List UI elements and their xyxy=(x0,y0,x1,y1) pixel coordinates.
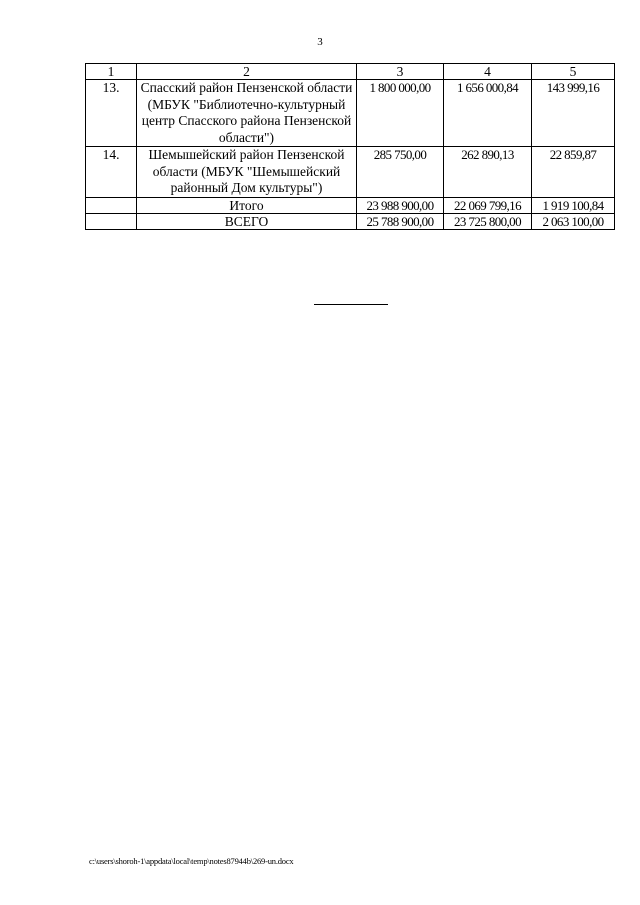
amount-cell: 262 890,13 xyxy=(444,147,532,198)
column-header: 5 xyxy=(532,64,615,80)
row-number: 14. xyxy=(86,147,137,198)
amount-cell: 22 859,87 xyxy=(532,147,615,198)
empty-cell xyxy=(86,197,137,213)
end-divider xyxy=(314,304,388,305)
recipient-name: Шемышейский район Пензенской области (МБУК "Шемышейский районный Дом культуры") xyxy=(137,147,357,198)
column-header: 2 xyxy=(137,64,357,80)
amount-cell: 1 919 100,84 xyxy=(532,197,615,213)
budget-table xyxy=(85,63,615,230)
amount-cell: 143 999,16 xyxy=(532,80,615,147)
column-header: 4 xyxy=(444,64,532,80)
amount-cell: 23 988 900,00 xyxy=(357,197,444,213)
row-number: 13. xyxy=(86,80,137,147)
column-header: 1 xyxy=(86,64,137,80)
subtotal-row xyxy=(86,197,615,213)
table-row xyxy=(86,147,615,198)
amount-cell: 25 788 900,00 xyxy=(357,213,444,229)
recipient-name: Спасский район Пензенской области (МБУК "Библиотечно-культурный центр Спасского района Пензенской области") xyxy=(137,80,357,147)
table-header-row xyxy=(86,64,615,80)
total-label: ВСЕГО xyxy=(137,213,357,229)
total-row xyxy=(86,213,615,229)
footer-file-path: c:\users\shoroh-1\appdata\local\temp\notes87944b\269-un.docx xyxy=(89,856,294,866)
amount-cell: 1 656 000,84 xyxy=(444,80,532,147)
column-header: 3 xyxy=(357,64,444,80)
table-row xyxy=(86,80,615,147)
amount-cell: 23 725 800,00 xyxy=(444,213,532,229)
empty-cell xyxy=(86,213,137,229)
amount-cell: 285 750,00 xyxy=(357,147,444,198)
amount-cell: 22 069 799,16 xyxy=(444,197,532,213)
amount-cell: 1 800 000,00 xyxy=(357,80,444,147)
page-number: 3 xyxy=(317,36,323,48)
subtotal-label: Итого xyxy=(137,197,357,213)
amount-cell: 2 063 100,00 xyxy=(532,213,615,229)
